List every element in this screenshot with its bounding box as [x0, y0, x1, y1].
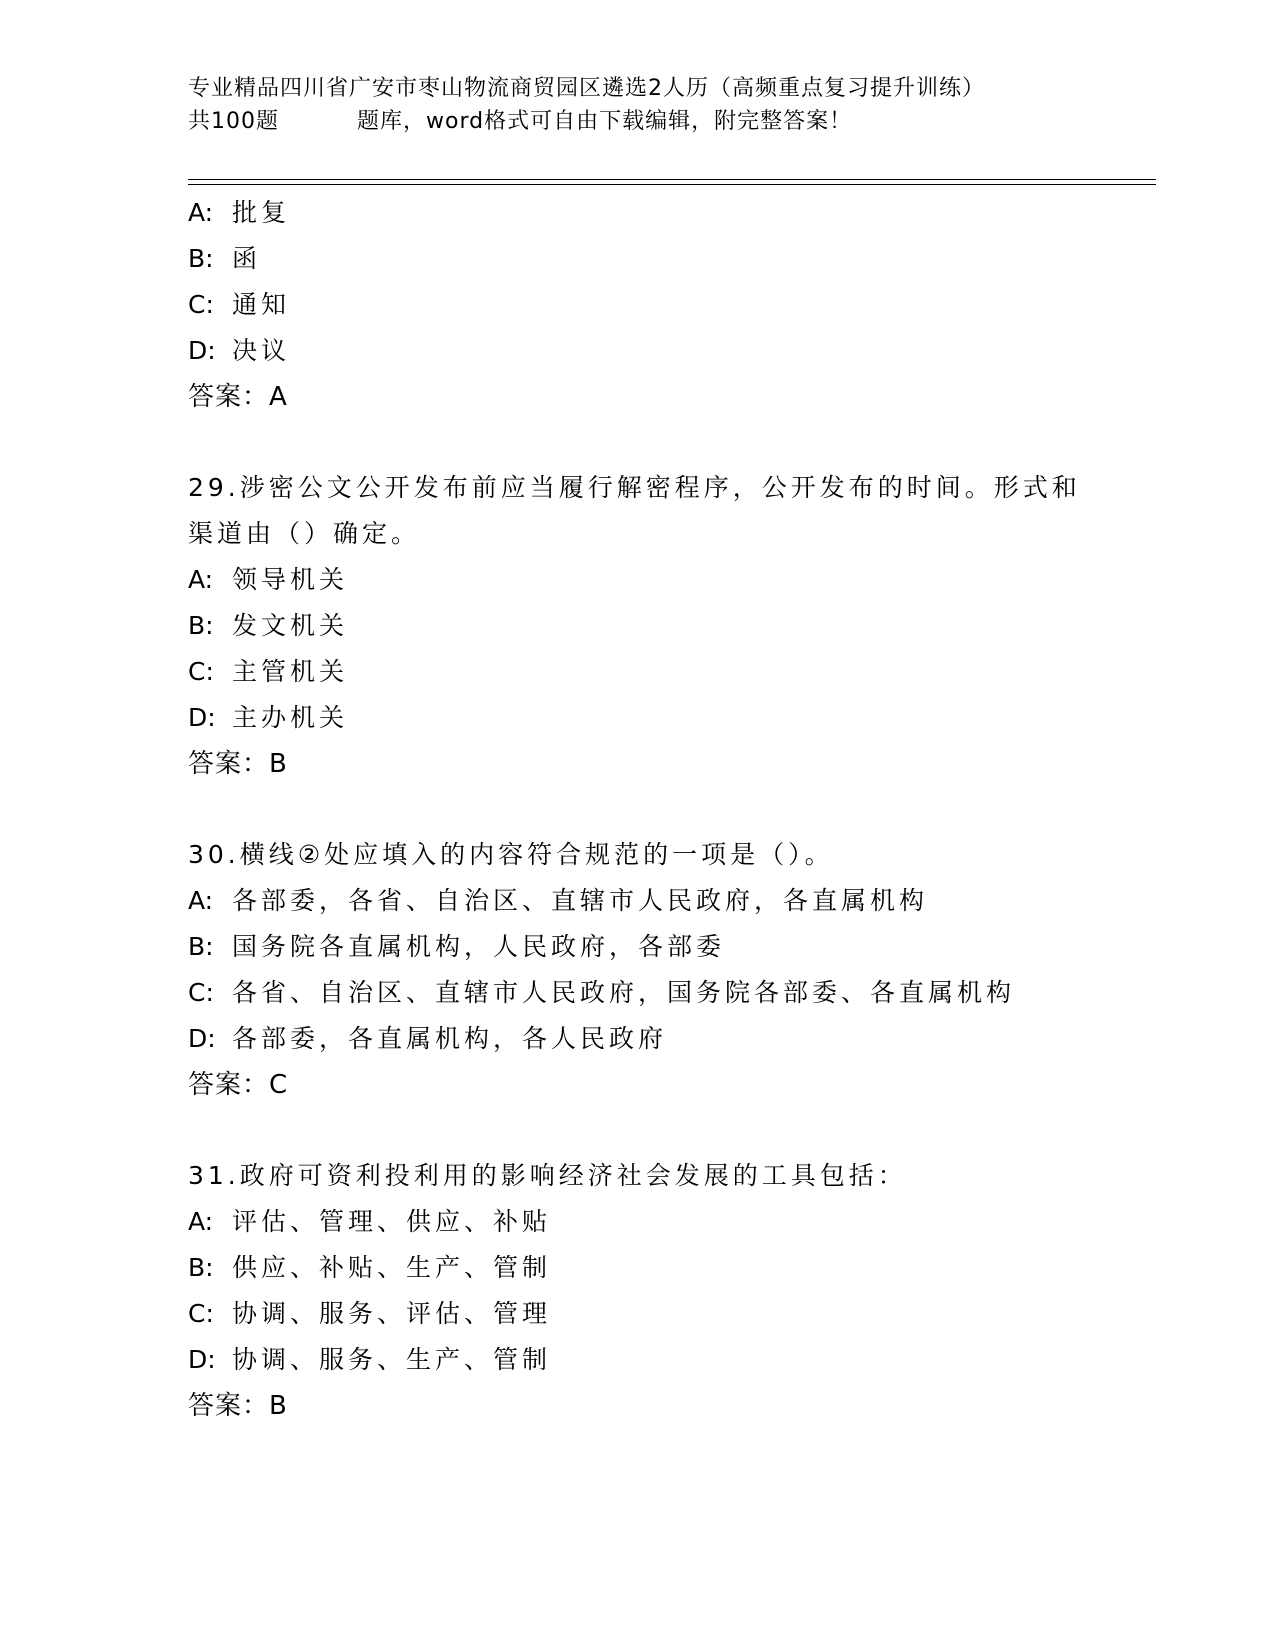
option-text: 函: [232, 244, 262, 273]
option-letter: A:: [188, 1207, 214, 1236]
header-subtitle-line: [188, 105, 1148, 138]
option-a: [188, 557, 1148, 603]
option-letter: C:: [188, 978, 214, 1007]
question-stem: 30.横线②处应填入的内容符合规范的一项是（）。: [188, 840, 834, 869]
header-divider-bottom: [188, 184, 1156, 185]
option-text: 主办机关: [232, 703, 349, 732]
option-text: 通知: [232, 290, 291, 319]
option-letter: D:: [188, 336, 216, 365]
option-d: [188, 1016, 1148, 1062]
question-28: [188, 190, 1148, 420]
header-divider-top: [188, 179, 1156, 180]
option-text: 领导机关: [232, 565, 349, 594]
question-31: [188, 1153, 1148, 1429]
option-letter: A:: [188, 565, 214, 594]
header-question-count: 共100题: [188, 109, 279, 134]
header-title-line: 专业精品四川省广安市枣山物流商贸园区遴选2人历（高频重点复习提升训练）: [188, 76, 985, 101]
option-b: [188, 1245, 1148, 1291]
option-a: [188, 190, 1148, 236]
option-letter: D:: [188, 703, 216, 732]
option-text: 供应、补贴、生产、管制: [232, 1253, 552, 1282]
question-stem-continued: 渠道由（）确定。: [188, 519, 421, 548]
option-c: [188, 649, 1148, 695]
option-text: 各部委，各省、自治区、直辖市人民政府，各直属机构: [232, 886, 929, 915]
option-letter: A:: [188, 198, 214, 227]
option-b: [188, 236, 1148, 282]
option-b: [188, 603, 1148, 649]
question-stem: 31.政府可资利投利用的影响经济社会发展的工具包括：: [188, 1161, 907, 1190]
option-text: 国务院各直属机构，人民政府，各部委: [232, 932, 726, 961]
option-b: [188, 924, 1148, 970]
option-letter: B:: [188, 1253, 214, 1282]
option-letter: C:: [188, 1299, 214, 1328]
answer: 答案：A: [188, 382, 288, 412]
option-text: 各省、自治区、直辖市人民政府，国务院各部委、各直属机构: [232, 978, 1016, 1007]
answer: 答案：C: [188, 1070, 289, 1100]
question-29: [188, 465, 1148, 787]
option-letter: B:: [188, 244, 214, 273]
option-c: [188, 970, 1148, 1016]
option-text: 协调、服务、评估、管理: [232, 1299, 552, 1328]
answer: 答案：B: [188, 1391, 288, 1421]
option-letter: B:: [188, 932, 214, 961]
option-a: [188, 878, 1148, 924]
document-header: [188, 72, 1148, 138]
option-letter: D:: [188, 1024, 216, 1053]
option-text: 发文机关: [232, 611, 349, 640]
option-letter: A:: [188, 886, 214, 915]
option-d: [188, 1337, 1148, 1383]
option-c: [188, 1291, 1148, 1337]
option-letter: C:: [188, 657, 214, 686]
question-30: [188, 832, 1148, 1108]
option-letter: D:: [188, 1345, 216, 1374]
option-text: 协调、服务、生产、管制: [232, 1345, 552, 1374]
option-text: 评估、管理、供应、补贴: [232, 1207, 552, 1236]
option-c: [188, 282, 1148, 328]
header-description: 题库，word格式可自由下载编辑，附完整答案！: [357, 109, 853, 134]
option-letter: C:: [188, 290, 214, 319]
question-stem: 29.涉密公文公开发布前应当履行解密程序，公开发布的时间。形式和: [188, 473, 1081, 502]
option-text: 各部委，各直属机构，各人民政府: [232, 1024, 668, 1053]
option-d: [188, 328, 1148, 374]
option-a: [188, 1199, 1148, 1245]
option-text: 主管机关: [232, 657, 349, 686]
question-list: [188, 190, 1148, 1429]
option-text: 决议: [232, 336, 291, 365]
option-text: 批复: [232, 198, 291, 227]
option-letter: B:: [188, 611, 214, 640]
answer: 答案：B: [188, 749, 288, 779]
option-d: [188, 695, 1148, 741]
